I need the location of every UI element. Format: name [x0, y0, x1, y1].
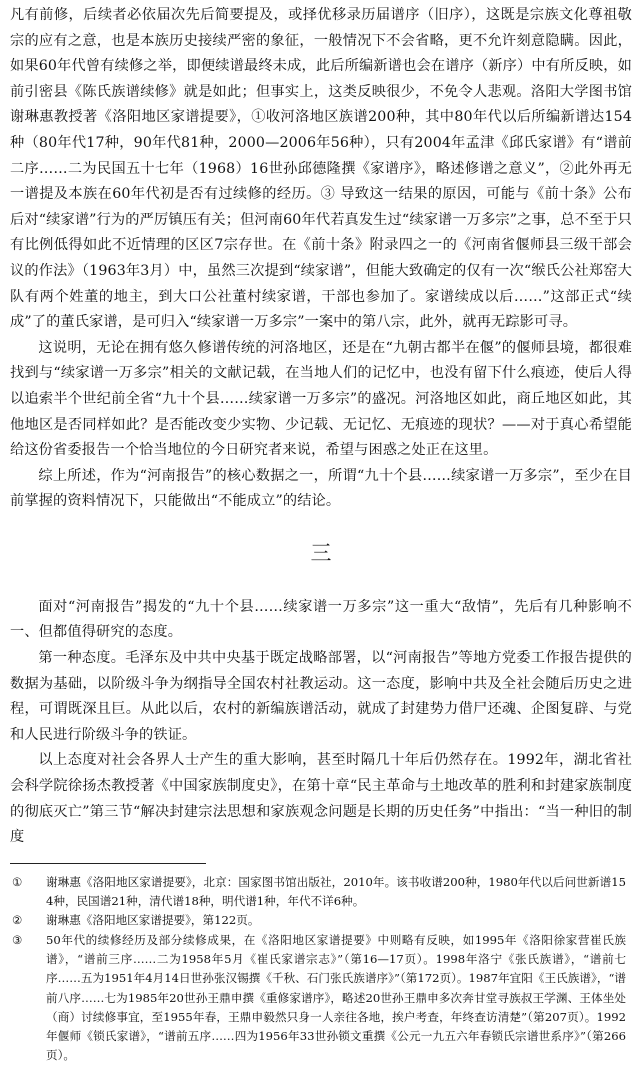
footnote-text: 50年代的续修经历及部分续修成果，在《洛阳地区家谱提要》中则略有反映，如1995年《洛阳徐家营崔氏族谱》，“谱前三序……二为1958年5月《崔氏家谱宗志》”（第16—17页）。1998年洛宁《张氏族谱》，“谱前七序……五为1951年4月14日世孙张汉锡撰《千秋、石门张氏族谱序》”（第172页）。1987年宜阳《王氏族谱》，“谱前八序……七为1985年20世孙王鼎申撰《重修家谱序》，略述20世孙王鼎申多次奔甘堂寻族叔王学渊、王体坐处（商）讨续修事宜，至1955年春，王鼎申毅然只身一人亲往各地，挨户考查，年终查访清楚”（第207页）。1992年偃师《锁氏家谱》，“谱前五序……四为1956年33世孙锁文重撰《公元一九五六年春锁氏宗谱世系序》”（第266页）。: [46, 932, 626, 1063]
section-heading: 三: [310, 540, 332, 565]
paragraph: 第一种态度。毛泽东及中共中央基于既定战略部署，以“河南报告”等地方党委工作报告提供的数据为基础，以阶级斗争为纲指导全国农村社教运动。这一态度，影响中共及全社会随后历史之进程，可谓既深且巨。从此以后，农村的新编族谱活动，就成了封建势力借尸还魂、企图复辟、与党和人民进行阶级斗争的铁证。: [10, 650, 632, 743]
paragraph: 综上所述，作为“河南报告”的核心数据之一，所谓“九十个县……续家谱一万多宗”，至少在目前掌握的资料情况下，只能做出“不能成立”的结论。: [10, 467, 632, 510]
footnote-text: 谢琳惠《洛阳地区家谱提要》，第122页。: [46, 913, 260, 928]
footnote: [10, 873, 626, 912]
footnotes: [10, 873, 632, 1066]
paragraph: 面对“河南报告”揭发的“九十个县……续家谱一万多宗”这一重大“敌情”，先后有几种影响不一、但都值得研究的态度。: [10, 598, 632, 641]
main-text: [10, 3, 632, 851]
footnote-text: 谢琳惠《洛阳地区家谱提要》，北京：国家图书馆出版社，2010年。该书收谱200种，1980年代以后问世新谱154种，民国谱21种，清代谱18种，明代谱1种，年代不详6种。: [46, 874, 626, 909]
footnote-mark: ③: [12, 932, 23, 947]
footnote: [10, 911, 626, 930]
footnote-mark: ②: [12, 913, 23, 928]
footnote: [10, 931, 626, 1066]
footnote-divider: [10, 863, 206, 864]
footnote-mark: ①: [12, 874, 23, 889]
paragraph: 以上态度对社会各界人士产生的重大影响，甚至时隔几十年后仍然存在。1992年，湖北省社会科学院徐扬杰教授著《中国家族制度史》，在第十章“民主革命与土地改革的胜利和封建家族制度的彻底灭亡”第三节“解决封建宗法思想和家族观念问题是长期的历史任务”中指出：“当一种旧的制度: [10, 752, 632, 846]
paragraph: 凡有前修，后续者必依届次先后简要提及，或择优移录历届谱序（旧序），这既是宗族文化尊祖敬宗的应有之意，也是本族历史接续严密的象征，一般情况下不会省略，更不允许刻意隐瞒。因此，如果60年代曾有续修之举，即便续谱最终未成，此后所编新谱也会在谱序（新序）中有所反映，如前引密县《陈氏族谱续修》就是如此；但事实上，这类反映很少，不免令人悲观。洛阳大学图书馆谢琳惠教授著《洛阳地区家谱提要》，①收河洛地区族谱200种，其中80年代以后所编新谱达154种（80年代17种，90年代81种，2000—2006年56种），只有2004年孟津《邱氏家谱》有“谱前二序……二为民国五十七年（1968）16世孙邱德隆撰《家谱序》，略述修谱之意义”，②此外再无一谱提及本族在60年代初是否有过续修的经历。③ 导致这一结果的原因，可能与《前十条》公布后对“续家谱”行为的严厉镇压有关；但河南60年代若真发生过“续家谱一万多宗”之事，总不至于只有比例低得如此不近情理的区区7宗存世。在《前十条》附录四之一的《河南省偃师县三级干部会议的作法》（1963年3月）中，虽然三次提到“续家谱”，但能大致确定的仅有一次“缑氏公社郑窑大队有两个姓董的地主，到大口公社董村续家谱，干部也参加了。家谱续成以后……”这部正式“续成”了的董氏家谱，是可归入“续家谱一万多宗”一案中的第八宗，此外，就再无踪影可寻。: [10, 7, 632, 331]
paragraph: 这说明，无论在拥有悠久修谱传统的河洛地区，还是在“九朝古都半在偃”的偃师县境，都很难找到与“续家谱一万多宗”相关的文献记载，在当地人们的记忆中，也没有留下什么痕迹，使后人得以追索半个世纪前全省“九十个县……续家谱一万多宗”的盛况。河洛地区如此，商丘地区如此，其他地区是否同样如此？是否能改变少实物、少记载、无记忆、无痕迹的现状？——对于真心希望能给这份省委报告一个恰当地位的今日研究者来说，希望与困惑之处正在这里。: [10, 339, 632, 459]
